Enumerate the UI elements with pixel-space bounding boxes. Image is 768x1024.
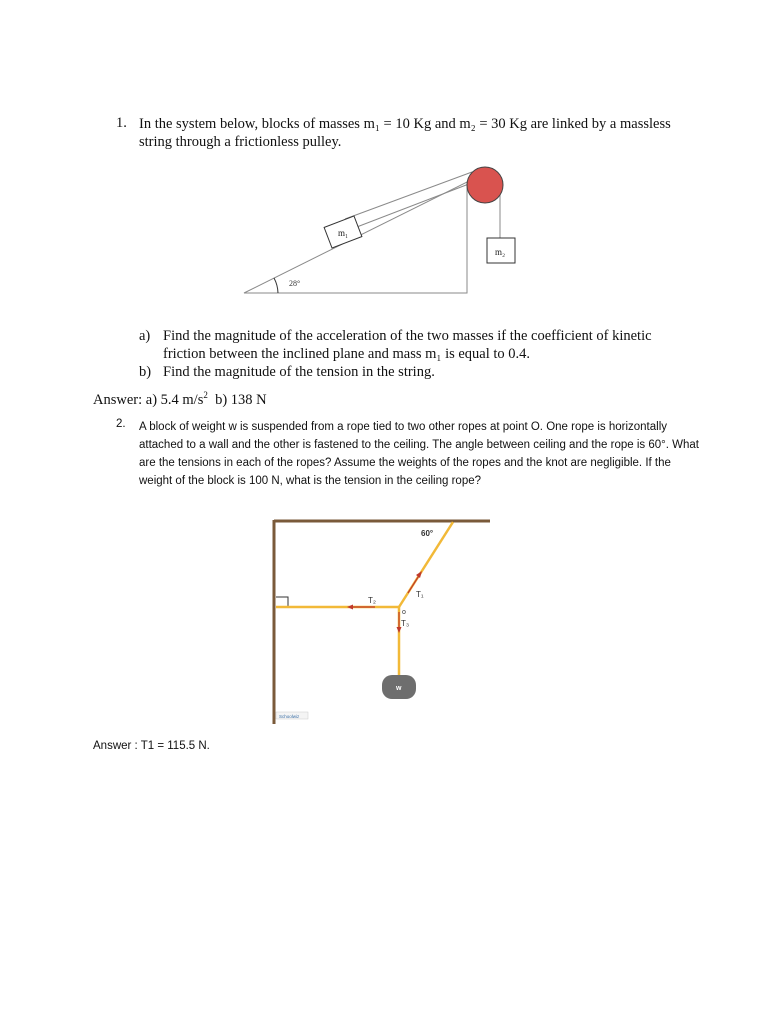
q1-answer-prefix: Answer: a) 5.4 m/s: [93, 391, 204, 408]
q1-text: In the system below, blocks of masses m₁ = 10 Kg and m₂ = 30 Kg are linked by a massless string through a frictionless pulley.: [139, 116, 671, 150]
right-angle-marker: [276, 597, 288, 607]
weight-label: w: [396, 685, 402, 692]
q2-answer: Answer : T1 = 115.5 N.: [93, 740, 210, 752]
mass2-label: m₂: [495, 247, 506, 257]
t2-label: T₂: [368, 596, 376, 605]
q1-number: 1.: [116, 115, 127, 131]
q2-text: A block of weight w is suspended from a rope tied to two other ropes at point O. One rope is horizontally attached to a wall and the other is fastened to the ceiling. The angle between ceiling and the rope is 60°. What are the tensions in each of the ropes? Assume the weights of the ropes and the knot are negligible. If the weight of the block is 100 N, what is the tension in the ceiling rope?: [139, 421, 699, 487]
angle-label-28: 28°: [289, 279, 301, 288]
t1-label: T₁: [416, 590, 424, 599]
t3-label: T₃: [401, 619, 410, 628]
mass1-label: m₁: [338, 228, 349, 238]
q1-answer-suffix: b) 138 N: [207, 391, 267, 408]
part-a-label: a): [139, 328, 151, 344]
knot-label: o: [402, 609, 406, 616]
part-b-label: b): [139, 364, 152, 380]
q2-number: 2.: [116, 418, 126, 430]
schoolwiz-badge-text: Schoolwiz: [279, 714, 300, 719]
part-a-text: Find the magnitude of the acceleration of the two masses if the coefficient of kinetic friction between the inclined plane and mass m₁ is equal to 0.4.: [163, 328, 652, 362]
arrow-t2-head: [347, 605, 353, 610]
angle-label-60: 60°: [421, 529, 434, 538]
q1-answer-exponent: 2: [203, 390, 208, 400]
part-b-text: Find the magnitude of the tension in the string.: [163, 364, 435, 380]
